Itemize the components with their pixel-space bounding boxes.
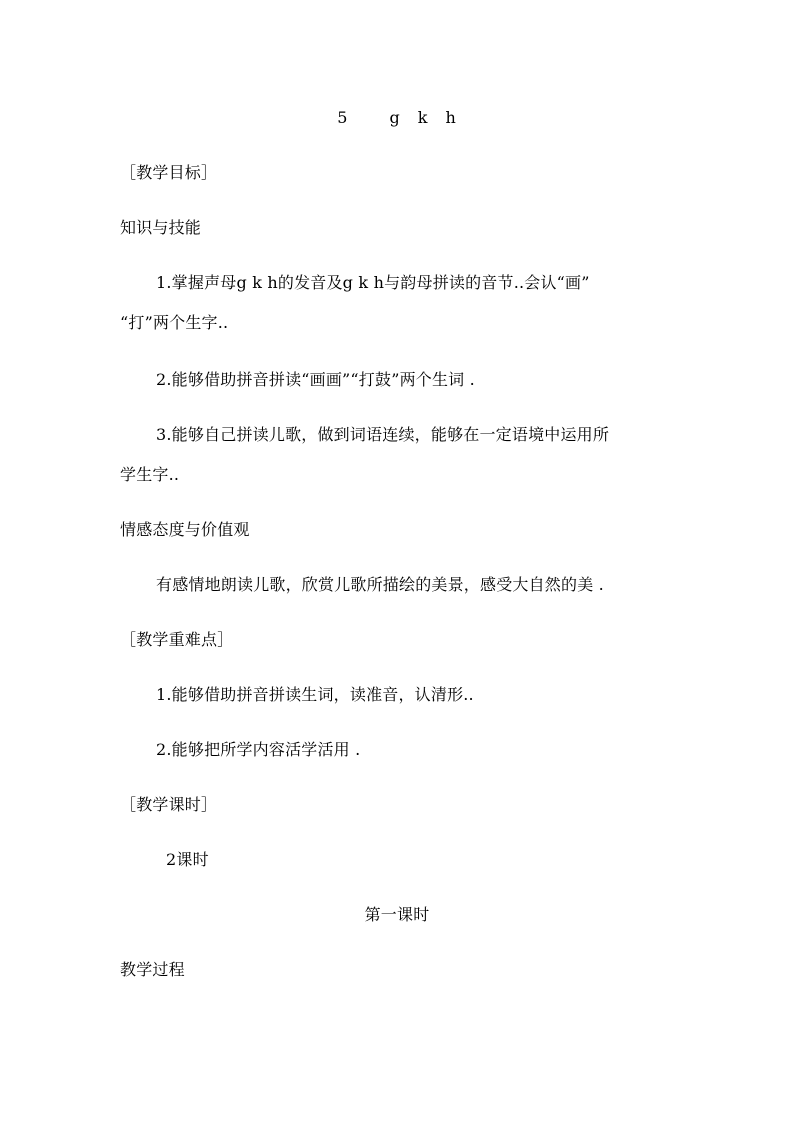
objective-1-line-1: 1.掌握声母g k h的发音及g k h与韵母拼读的音节..会认“画”: [156, 273, 590, 292]
key-point-1: 1.能够借助拼音拼读生词，读准音，认清形..: [156, 685, 474, 704]
key-points-heading: ［教学重难点］: [120, 630, 234, 649]
objective-1-line-2: “打”两个生字..: [120, 313, 229, 332]
emotion-subheading: 情感态度与价值观: [120, 520, 250, 539]
lesson-title: 5 g k h: [337, 108, 457, 127]
emotion-text: 有感情地朗读儿歌，欣赏儿歌所描绘的美景，感受大自然的美 .: [156, 575, 604, 594]
objective-3-line-2: 学生字..: [120, 465, 180, 484]
knowledge-subheading: 知识与技能: [120, 218, 202, 237]
objectives-heading: ［教学目标］: [120, 163, 218, 182]
objective-2: 2.能够借助拼音拼读“画画”“打鼓”两个生词 .: [156, 370, 475, 389]
key-point-2: 2.能够把所学内容活学活用 .: [156, 740, 361, 759]
first-lesson-title: 第一课时: [364, 905, 430, 924]
hours-value: 2课时: [166, 850, 209, 869]
process-heading: 教学过程: [120, 960, 185, 979]
hours-heading: ［教学课时］: [120, 795, 218, 814]
objective-3-line-1: 3.能够自己拼读儿歌，做到词语连续，能够在一定语境中运用所: [156, 425, 610, 444]
